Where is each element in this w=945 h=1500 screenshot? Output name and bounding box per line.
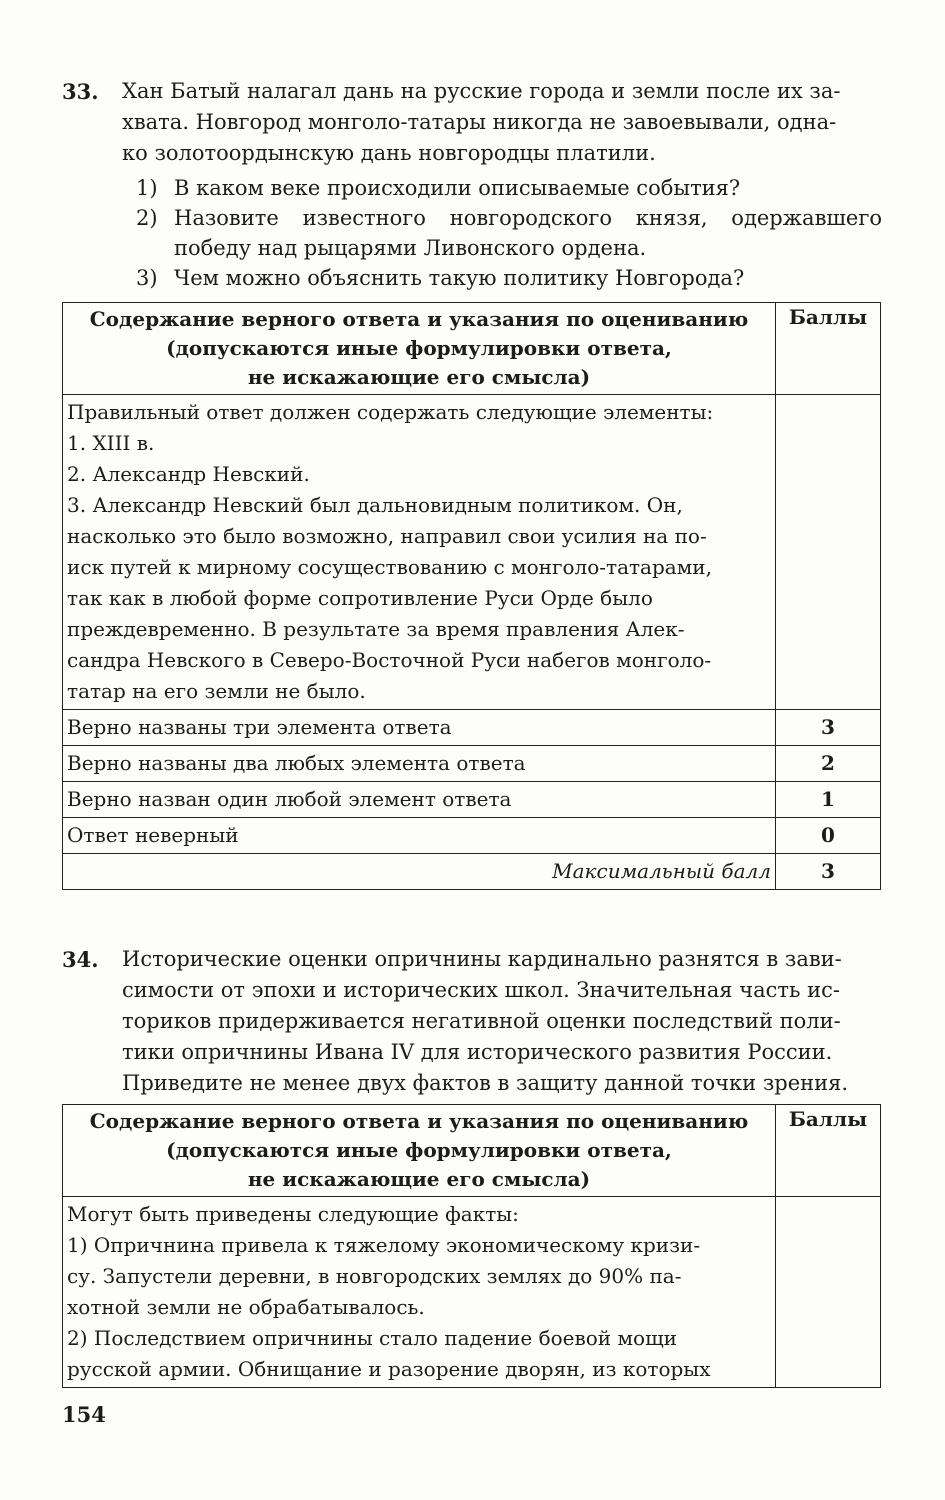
answer-line: русской армии. Обнищание и разорение дворян, из которых: [67, 1357, 711, 1381]
task-34-grading-table: [62, 1104, 881, 1388]
question-text: Назовите известного новгородского князя, одержавшего победу над рыцарями Ливонского ордена.: [174, 206, 882, 260]
question-3: [136, 263, 882, 293]
max-score-label: Максимальный балл: [63, 854, 776, 890]
answer-line: Правильный ответ должен содержать следующие элементы:: [67, 400, 714, 424]
task-33-number: 33.: [62, 79, 99, 104]
question-number: 2): [136, 206, 158, 230]
answer-line: 1. XIII в.: [67, 431, 155, 455]
criteria-points: 1: [776, 782, 881, 818]
answer-line: су. Запустели деревни, в новгородских землях до 90% па-: [67, 1264, 682, 1288]
answer-line: Могут быть приведены следующие факты:: [67, 1202, 519, 1226]
header-line: не искажающие его смысла): [247, 1167, 591, 1191]
header-line: (допускаются иные формулировки ответа,: [166, 336, 672, 360]
table-header-score: Баллы: [776, 1105, 881, 1197]
header-line: Содержание верного ответа и указания по оцениванию: [89, 1109, 749, 1133]
table-header-content: [63, 1105, 776, 1197]
question-number: 3): [136, 266, 158, 290]
answer-content: [63, 1197, 776, 1388]
question-1: [136, 173, 882, 203]
question-2: [136, 203, 882, 263]
answer-line: 3. Александр Невский был дальновидным политиком. Он,: [67, 493, 683, 517]
header-line: Содержание верного ответа и указания по оцениванию: [89, 307, 749, 331]
task-34-number: 34.: [62, 947, 99, 972]
task-33-questions: [136, 173, 882, 293]
answer-score-empty: [776, 395, 881, 710]
intro-line: тики опричнины Ивана IV для исторического развития России.: [122, 1040, 833, 1064]
question-text: В каком веке происходили описываемые события?: [174, 176, 741, 200]
criteria-text: Верно названы два любых элемента ответа: [63, 746, 776, 782]
criteria-row: [63, 710, 881, 746]
question-number: 1): [136, 176, 158, 200]
table-header-score: Баллы: [776, 303, 881, 395]
criteria-row: [63, 818, 881, 854]
criteria-row: [63, 782, 881, 818]
answer-line: преждевременно. В результате за время правления Алек-: [67, 617, 685, 641]
task-33-grading-table: [62, 302, 881, 890]
criteria-row: [63, 746, 881, 782]
page-number: 154: [62, 1402, 106, 1427]
answer-line: сандра Невского в Северо-Восточной Руси набегов монголо-: [67, 648, 712, 672]
answer-line: 2. Александр Невский.: [67, 462, 310, 486]
task-33: [62, 76, 882, 293]
answer-content: [63, 395, 776, 710]
intro-line: Исторические оценки опричнины кардинально разнятся в зави-: [122, 947, 842, 971]
criteria-text: Ответ неверный: [63, 818, 776, 854]
answer-line: 2) Последствием опричнины стало падение боевой мощи: [67, 1326, 677, 1350]
intro-line: симости от эпохи и исторических школ. Значительная часть ис-: [122, 978, 840, 1002]
max-score-value: 3: [776, 854, 881, 890]
header-line: (допускаются иные формулировки ответа,: [166, 1138, 672, 1162]
criteria-points: 2: [776, 746, 881, 782]
answer-score-empty: [776, 1197, 881, 1388]
answer-line: иск путей к мирному сосуществованию с монголо-татарами,: [67, 555, 712, 579]
criteria-text: Верно назван один любой элемент ответа: [63, 782, 776, 818]
table-header-content: [63, 303, 776, 395]
task-34-intro: [122, 944, 882, 1099]
answer-line: насколько это было возможно, направил свои усилия на по-: [67, 524, 707, 548]
criteria-text: Верно названы три элемента ответа: [63, 710, 776, 746]
intro-line: Приведите не менее двух фактов в защиту данной точки зрения.: [122, 1071, 849, 1095]
intro-line: ко золотоордынскую дань новгородцы платили.: [122, 141, 656, 165]
task-34: [62, 944, 882, 1099]
max-score-row: [63, 854, 881, 890]
task-33-intro: [122, 76, 882, 169]
header-line: не искажающие его смысла): [247, 365, 591, 389]
criteria-points: 0: [776, 818, 881, 854]
intro-line: ториков придерживается негативной оценки последствий поли-: [122, 1009, 841, 1033]
answer-line: татар на его земли не было.: [67, 679, 366, 703]
criteria-points: 3: [776, 710, 881, 746]
intro-line: Хан Батый налагал дань на русские города и земли после их за-: [122, 79, 841, 103]
intro-line: хвата. Новгород монголо-татары никогда не завоевывали, одна-: [122, 110, 837, 134]
answer-line: хотной земли не обрабатывалось.: [67, 1295, 425, 1319]
answer-line: 1) Опричнина привела к тяжелому экономическому кризи-: [67, 1233, 701, 1257]
question-text: Чем можно объяснить такую политику Новгорода?: [174, 266, 745, 290]
answer-line: так как в любой форме сопротивление Руси Орде было: [67, 586, 653, 610]
